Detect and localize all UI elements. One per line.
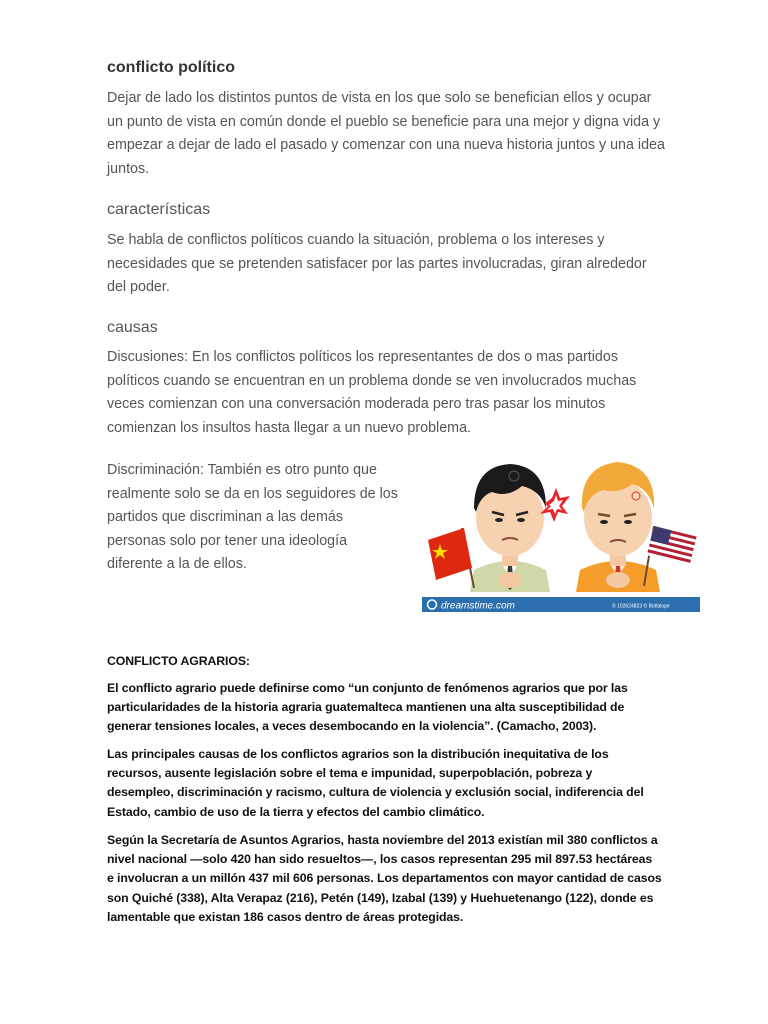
agrarian-paragraph-3: Según la Secretaría de Asuntos Agrarios, hasta noviembre del 2013 existían mil 380 conflictos a nivel nacional —solo 420 han sido resueltos—, los casos representan 295 mil 897.53 hectáreas e involucran a un millón 437 mil 606 personas. Los departamentos con mayor cantidad de casos son Quiché (338), Alta Verapaz (216), Petén (149), Izabal (139) y Huehuetenango (122), donde es lamentable que existan 186 casos dentro de áreas protegidas.	[107, 833, 662, 924]
section-heading-caracteristicas: características	[107, 201, 211, 218]
conflict-illustration	[422, 452, 700, 612]
section-body-discriminacion: Discriminación: También es otro punto que realmente solo se da en los seguidores de los partidos que discriminan a las demás personas solo por tener una ideología diferente a la de ellos.	[107, 462, 398, 572]
right-man-figure	[576, 462, 697, 592]
section-heading-causas: causas	[107, 319, 158, 336]
left-man-figure	[428, 464, 550, 592]
section-body-caracteristicas: Se habla de conflictos políticos cuando la situación, problema o los intereses y necesidades que se pretenden satisfacer por las partes involucradas, giran alrededor del poder.	[107, 232, 647, 295]
watermark-text: dreamstime.com	[441, 600, 515, 612]
agrarian-heading: CONFLICTO AGRARIOS:	[107, 654, 250, 668]
two-men-arguing-image	[422, 452, 700, 612]
section-body-conflicto-politico: Dejar de lado los distintos puntos de vista en los que solo se benefician ellos y ocupar un punto de vista en común donde el pueblo se beneficie para una mejor y digna vida y empezar a dejar de lado el pasado y comenzar con una nueva historia juntos y una idea juntos.	[107, 90, 665, 177]
section-body-discusiones: Discusiones: En los conflictos políticos los representantes de dos o mas partidos políticos cuando se encuentran en un problema donde se ven involucrados muchas veces comienzan con una conversación moderada pero tras pasar los minutos comienzan los insultos hasta llegar a un nuevo problema.	[107, 349, 637, 436]
agrarian-paragraph-1: El conflicto agrario puede definirse como “un conjunto de fenómenos agrarios que por las particularidades de la historia agraria guatemalteca mantienen una alta susceptibilidad de generar tensiones locales, a veces desembocando en la violencia”. (Camacho, 2003).	[107, 681, 628, 734]
stock-id-text: © 102624823 © Bottalope	[612, 603, 670, 610]
section-heading-conflicto-politico: conflicto político	[107, 59, 235, 76]
agrarian-paragraph-2: Las principales causas de los conflictos agrarios son la distribución inequitativa de los recursos, ausente legislación sobre el tema e impunidad, superpoblación, pobreza y desempleo, discriminación y racismo, cultura de violencia y exclusión social, indiferencia del Estado, cambio de uso de la tierra y efectos del cambio climático.	[107, 747, 644, 819]
